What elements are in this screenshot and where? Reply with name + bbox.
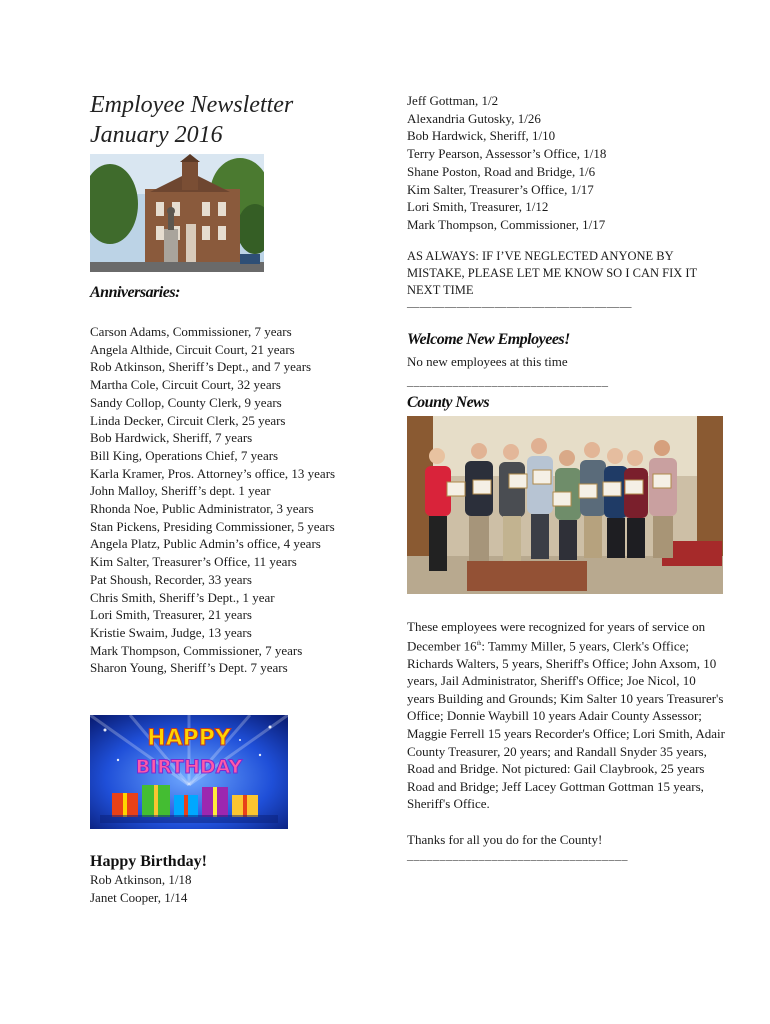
birthday-list-right (407, 92, 725, 234)
notice-rule: —————————————————— (407, 298, 632, 313)
title-line-1: Employee Newsletter (90, 92, 294, 118)
right-column (407, 92, 725, 862)
newsletter-title (90, 90, 390, 150)
list-item: Lori Smith, Treasurer, 1/12 (407, 199, 549, 215)
list-item: Angela Platz, Public Admin’s office, 4 years (90, 536, 321, 552)
county-news-heading: County News (407, 394, 490, 412)
thanks-text: Thanks for all you do for the County! (407, 831, 603, 847)
banner-birthday-text: BIRTHDAY (135, 756, 243, 779)
list-item: Kim Salter, Treasurer’s Office, 1/17 (407, 181, 594, 197)
left-column (90, 90, 390, 906)
news-text-part-a: These employees were recognized for years of service on December 16 (407, 619, 706, 654)
list-item: Linda Decker, Circuit Clerk, 25 years (90, 412, 286, 428)
county-news-text (407, 618, 725, 813)
list-item: Lori Smith, Treasurer, 21 years (90, 607, 252, 623)
list-item: Pat Shoush, Recorder, 33 years (90, 571, 252, 587)
list-item: Alexandria Gutosky, 1/26 (407, 110, 541, 126)
news-text-part-b: : Tammy Miller, 5 years, Clerk's Office; Richards Walters, 5 years, Sheriff's Office; John Axsom, 10 years, Jail Administrator, Sheriff's Office; Joe Nicol, 10 years Building and Grounds; Kim Salter 10 years Treasurer's Office; Donnie Waybill 10 years Adair County Assessor; Maggie Ferrell 15 years Recorder's Office; Lori Smith, Adair County Treasurer, 20 years; and Randall Snyder 35 years, Road and Bridge. Not pictured: Gail Claybrook, 25 years Road and Bridge; Jeff Lacey Gottman Gottman 15 years, Sheriff's Office. (407, 638, 725, 812)
list-item: Chris Smith, Sheriff’s Dept., 1 year (90, 589, 275, 605)
list-item: Mark Thompson, Commissioner, 1/17 (407, 216, 606, 232)
news-text-superscript: th (476, 640, 482, 647)
list-item: Rob Atkinson, Sheriff’s Dept., and 7 years (90, 359, 312, 375)
list-item: Sharon Young, Sheriff’s Dept. 7 years (90, 660, 288, 676)
birthday-heading: Happy Birthday! (90, 853, 207, 871)
list-item: Kim Salter, Treasurer’s Office, 11 years (90, 554, 297, 570)
list-item: Martha Cole, Circuit Court, 32 years (90, 377, 281, 393)
list-item: Bob Hardwick, Sheriff, 1/10 (407, 128, 556, 144)
list-item: Angela Althide, Circuit Court, 21 years (90, 341, 295, 357)
anniversaries-heading: Anniversaries: (90, 284, 180, 301)
birthday-list-left (90, 871, 390, 906)
welcome-text: No new employees at this time (407, 353, 568, 369)
banner-happy-text: HAPPY (147, 726, 231, 752)
title-line-2: January 2016 (90, 122, 223, 148)
list-item: Carson Adams, Commissioner, 7 years (90, 324, 292, 339)
employees-recognition-photo (407, 416, 723, 594)
welcome-rule: _______________________________ (407, 374, 609, 389)
list-item: Shane Poston, Road and Bridge, 1/6 (407, 163, 596, 179)
list-item: Sandy Collop, County Clerk, 9 years (90, 394, 282, 410)
list-item: Jeff Gottman, 1/2 (407, 93, 499, 108)
list-item: Kristie Swaim, Judge, 13 years (90, 624, 252, 640)
list-item: Rob Atkinson, 1/18 (90, 872, 192, 888)
list-item: Bill King, Operations Chief, 7 years (90, 447, 279, 463)
thanks-rule: __________________________________ (407, 848, 628, 863)
anniversaries-list (90, 323, 390, 677)
list-item: Janet Cooper, 1/14 (90, 889, 188, 905)
courthouse-photo (90, 154, 264, 272)
list-item: Terry Pearson, Assessor’s Office, 1/18 (407, 146, 607, 162)
list-item: Stan Pickens, Presiding Commissioner, 5 years (90, 518, 335, 534)
welcome-heading: Welcome New Employees! (407, 330, 570, 348)
list-item: Karla Kramer, Pros. Attorney’s office, 13 years (90, 465, 336, 481)
list-item: Rhonda Noe, Public Administrator, 3 years (90, 501, 314, 517)
list-item: John Malloy, Sheriff’s dept. 1 year (90, 483, 271, 499)
notice-text: AS ALWAYS: IF I’VE NEGLECTED ANYONE BY MISTAKE, PLEASE LET ME KNOW SO I CAN FIX IT NEXT TIME (407, 248, 697, 297)
list-item: Mark Thompson, Commissioner, 7 years (90, 642, 303, 658)
list-item: Bob Hardwick, Sheriff, 7 years (90, 430, 253, 446)
happy-birthday-banner (90, 715, 288, 829)
